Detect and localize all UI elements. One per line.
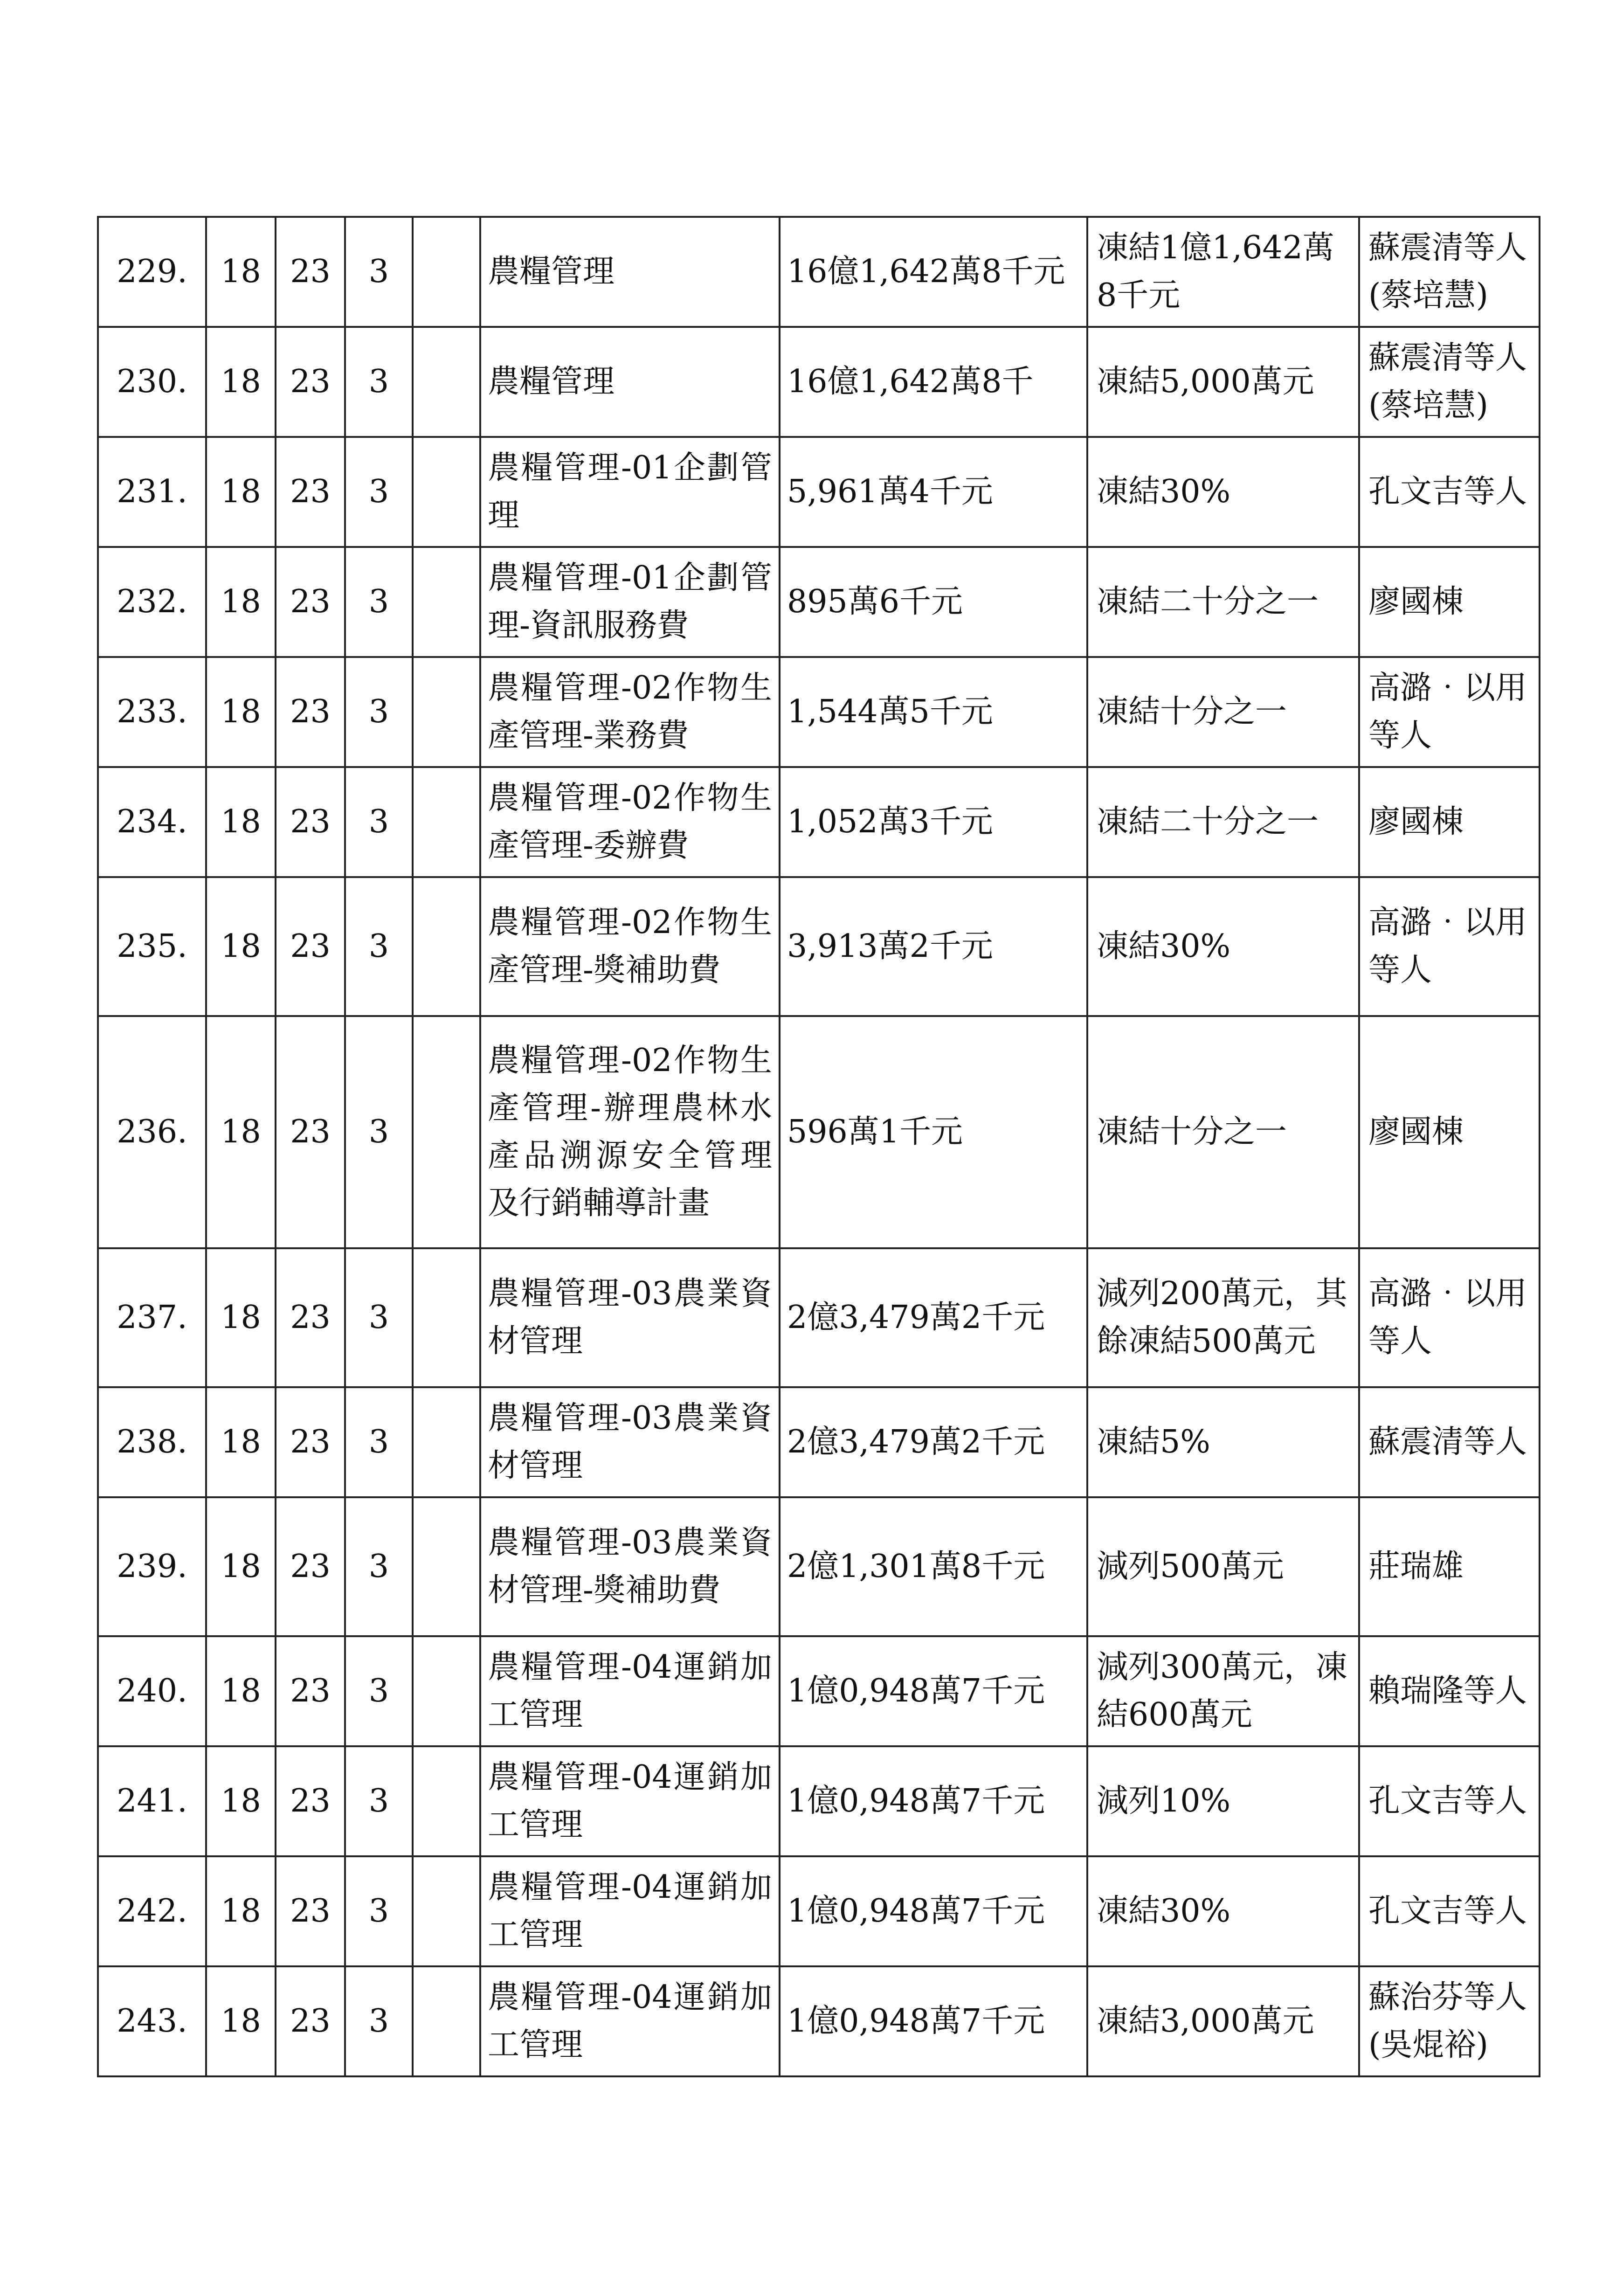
- budget-amount: 16億1,642萬8千元: [787, 253, 1065, 290]
- row-number-cell: [98, 1746, 206, 1856]
- code-4-cell: [413, 1248, 480, 1387]
- code-2-cell: [276, 767, 345, 877]
- motion-action-cell: [1087, 1016, 1359, 1248]
- code-3-cell: [345, 1016, 413, 1248]
- code-1-cell: [206, 217, 276, 327]
- budget-motion-table: [97, 216, 1540, 2077]
- budget-item-cell: [480, 1387, 780, 1497]
- code-1: 18: [221, 253, 261, 290]
- code-1-cell: [206, 547, 276, 657]
- code-2: 23: [290, 1893, 331, 1929]
- table-row: [98, 547, 1540, 657]
- budget-item: 農糧管理-04運銷加工管理: [488, 1979, 772, 2063]
- proposer: 莊瑞雄: [1368, 1548, 1464, 1585]
- code-2: 23: [290, 2003, 331, 2040]
- proposer: 蘇治芬等人 (吳焜裕): [1368, 1979, 1527, 2063]
- motion-action: 凍結30%: [1097, 473, 1231, 510]
- row-number-cell: [98, 547, 206, 657]
- code-1: 18: [221, 1424, 261, 1460]
- code-3-cell: [345, 657, 413, 767]
- proposer-cell: [1359, 547, 1540, 657]
- motion-action: 凍結5%: [1097, 1424, 1210, 1460]
- budget-amount-cell: [780, 1856, 1087, 1966]
- budget-amount: 16億1,642萬8千: [787, 363, 1034, 400]
- table-row: [98, 1387, 1540, 1497]
- row-number-cell: [98, 1016, 206, 1248]
- motion-action: 凍結5,000萬元: [1097, 363, 1314, 400]
- code-3: 3: [368, 2003, 389, 2040]
- budget-item-cell: [480, 327, 780, 437]
- budget-motion-table-page: [97, 216, 1539, 2077]
- code-1: 18: [221, 583, 261, 620]
- budget-item-cell: [480, 1016, 780, 1248]
- code-3: 3: [368, 1299, 389, 1336]
- proposer-cell: [1359, 1016, 1540, 1248]
- row-number-cell: [98, 437, 206, 547]
- budget-amount: 2億3,479萬2千元: [787, 1299, 1045, 1336]
- row-number-cell: [98, 327, 206, 437]
- code-4-cell: [413, 1856, 480, 1966]
- motion-action: 減列500萬元: [1097, 1548, 1284, 1585]
- code-3-cell: [345, 1746, 413, 1856]
- row-number-cell: [98, 767, 206, 877]
- code-4-cell: [413, 327, 480, 437]
- table-row: [98, 1856, 1540, 1966]
- row-number: 236.: [117, 1113, 187, 1150]
- proposer: 廖國棟: [1368, 1113, 1464, 1150]
- table-row: [98, 217, 1540, 327]
- budget-amount: 1億0,948萬7千元: [787, 2003, 1045, 2040]
- code-4-cell: [413, 547, 480, 657]
- budget-amount-cell: [780, 767, 1087, 877]
- row-number: 229.: [117, 253, 187, 290]
- code-3-cell: [345, 1497, 413, 1636]
- code-4-cell: [413, 1016, 480, 1248]
- code-3: 3: [368, 928, 389, 965]
- row-number: 237.: [117, 1299, 187, 1336]
- code-2-cell: [276, 1016, 345, 1248]
- budget-amount-cell: [780, 1746, 1087, 1856]
- budget-item-cell: [480, 217, 780, 327]
- budget-amount-cell: [780, 657, 1087, 767]
- budget-item-cell: [480, 657, 780, 767]
- code-4-cell: [413, 767, 480, 877]
- code-3-cell: [345, 547, 413, 657]
- budget-amount-cell: [780, 437, 1087, 547]
- proposer-cell: [1359, 437, 1540, 547]
- table-row: [98, 877, 1540, 1016]
- budget-amount: 1,544萬5千元: [787, 693, 993, 730]
- code-3: 3: [368, 253, 389, 290]
- budget-amount-cell: [780, 1016, 1087, 1248]
- row-number-cell: [98, 217, 206, 327]
- code-3-cell: [345, 1248, 413, 1387]
- code-1: 18: [221, 1113, 261, 1150]
- row-number-cell: [98, 1636, 206, 1746]
- budget-item-cell: [480, 547, 780, 657]
- code-2-cell: [276, 1636, 345, 1746]
- code-3-cell: [345, 1966, 413, 2076]
- budget-amount-cell: [780, 1248, 1087, 1387]
- budget-amount-cell: [780, 1497, 1087, 1636]
- code-1: 18: [221, 1548, 261, 1585]
- code-2-cell: [276, 1856, 345, 1966]
- budget-item: 農糧管理-02作物生產管理-業務費: [488, 670, 772, 754]
- budget-amount-cell: [780, 1636, 1087, 1746]
- motion-action: 凍結1億1,642萬8千元: [1097, 229, 1334, 314]
- table-row: [98, 1966, 1540, 2076]
- table-row: [98, 1636, 1540, 1746]
- budget-amount: 1億0,948萬7千元: [787, 1893, 1045, 1929]
- code-2: 23: [290, 1299, 331, 1336]
- row-number-cell: [98, 1856, 206, 1966]
- code-3-cell: [345, 437, 413, 547]
- budget-item: 農糧管理-04運銷加工管理: [488, 1759, 772, 1843]
- code-1: 18: [221, 693, 261, 730]
- code-3: 3: [368, 693, 389, 730]
- motion-action-cell: [1087, 657, 1359, 767]
- table-row: [98, 767, 1540, 877]
- code-2: 23: [290, 1673, 331, 1709]
- budget-amount-cell: [780, 1387, 1087, 1497]
- code-2-cell: [276, 877, 345, 1016]
- code-3-cell: [345, 767, 413, 877]
- proposer-cell: [1359, 657, 1540, 767]
- row-number: 239.: [117, 1548, 187, 1585]
- proposer-cell: [1359, 327, 1540, 437]
- row-number: 241.: [117, 1783, 187, 1819]
- proposer: 高潞‧以用等人: [1368, 904, 1527, 989]
- proposer: 廖國棟: [1368, 803, 1464, 840]
- code-4-cell: [413, 1746, 480, 1856]
- code-2-cell: [276, 1387, 345, 1497]
- code-2-cell: [276, 657, 345, 767]
- code-2: 23: [290, 583, 331, 620]
- motion-action-cell: [1087, 1248, 1359, 1387]
- code-3: 3: [368, 583, 389, 620]
- code-3: 3: [368, 803, 389, 840]
- budget-amount-cell: [780, 1966, 1087, 2076]
- code-1: 18: [221, 363, 261, 400]
- budget-amount: 2億1,301萬8千元: [787, 1548, 1045, 1585]
- row-number-cell: [98, 1387, 206, 1497]
- proposer-cell: [1359, 1497, 1540, 1636]
- motion-action-cell: [1087, 1636, 1359, 1746]
- motion-action: 凍結30%: [1097, 928, 1231, 965]
- motion-action: 凍結30%: [1097, 1893, 1231, 1929]
- proposer: 廖國棟: [1368, 583, 1464, 620]
- row-number: 234.: [117, 803, 187, 840]
- code-3-cell: [345, 327, 413, 437]
- motion-action-cell: [1087, 1966, 1359, 2076]
- proposer: 高潞‧以用等人: [1368, 670, 1527, 754]
- motion-action-cell: [1087, 1746, 1359, 1856]
- code-2-cell: [276, 547, 345, 657]
- code-1-cell: [206, 1746, 276, 1856]
- budget-item: 農糧管理-02作物生產管理-辦理農林水產品溯源安全管理及行銷輔導計畫: [488, 1042, 772, 1222]
- code-1: 18: [221, 1893, 261, 1929]
- table-row: [98, 657, 1540, 767]
- motion-action-cell: [1087, 1856, 1359, 1966]
- motion-action-cell: [1087, 1497, 1359, 1636]
- code-2: 23: [290, 1548, 331, 1585]
- code-4-cell: [413, 1636, 480, 1746]
- budget-amount: 2億3,479萬2千元: [787, 1424, 1045, 1460]
- code-3: 3: [368, 1783, 389, 1819]
- motion-action: 凍結十分之一: [1097, 1113, 1287, 1150]
- code-3: 3: [368, 1893, 389, 1929]
- code-3: 3: [368, 1424, 389, 1460]
- code-2-cell: [276, 327, 345, 437]
- budget-amount: 3,913萬2千元: [787, 928, 993, 965]
- code-4-cell: [413, 877, 480, 1016]
- code-1: 18: [221, 928, 261, 965]
- row-number: 240.: [117, 1673, 187, 1709]
- row-number-cell: [98, 657, 206, 767]
- table-row: [98, 1497, 1540, 1636]
- code-2: 23: [290, 253, 331, 290]
- budget-item-cell: [480, 1497, 780, 1636]
- code-1-cell: [206, 1636, 276, 1746]
- table-row: [98, 1016, 1540, 1248]
- code-2: 23: [290, 473, 331, 510]
- code-1-cell: [206, 877, 276, 1016]
- budget-item: 農糧管理-02作物生產管理-獎補助費: [488, 904, 772, 989]
- code-1-cell: [206, 327, 276, 437]
- code-4-cell: [413, 217, 480, 327]
- row-number: 232.: [117, 583, 187, 620]
- proposer: 賴瑞隆等人: [1368, 1673, 1527, 1709]
- proposer: 孔文吉等人: [1368, 1893, 1527, 1929]
- budget-amount: 1億0,948萬7千元: [787, 1673, 1045, 1709]
- budget-item: 農糧管理-04運銷加工管理: [488, 1869, 772, 1953]
- proposer-cell: [1359, 877, 1540, 1016]
- motion-action-cell: [1087, 437, 1359, 547]
- code-1: 18: [221, 473, 261, 510]
- proposer-cell: [1359, 1746, 1540, 1856]
- code-3-cell: [345, 1636, 413, 1746]
- motion-action: 減列200萬元，其餘凍結500萬元: [1097, 1275, 1347, 1360]
- code-3: 3: [368, 1113, 389, 1150]
- proposer: 蘇震清等人 (蔡培慧): [1368, 339, 1527, 424]
- table-row: [98, 1248, 1540, 1387]
- code-2-cell: [276, 1248, 345, 1387]
- code-4-cell: [413, 1387, 480, 1497]
- code-2: 23: [290, 1424, 331, 1460]
- proposer: 蘇震清等人 (蔡培慧): [1368, 229, 1527, 314]
- proposer: 高潞‧以用等人: [1368, 1275, 1527, 1360]
- code-3-cell: [345, 1856, 413, 1966]
- budget-item-cell: [480, 767, 780, 877]
- budget-item: 農糧管理-03農業資材管理: [488, 1275, 772, 1360]
- code-3: 3: [368, 1673, 389, 1709]
- motion-action: 凍結二十分之一: [1097, 583, 1319, 620]
- budget-item: 農糧管理-04運銷加工管理: [488, 1649, 772, 1733]
- code-2-cell: [276, 1966, 345, 2076]
- proposer-cell: [1359, 767, 1540, 877]
- budget-item: 農糧管理-03農業資材管理: [488, 1400, 772, 1484]
- motion-action: 減列300萬元，凍結600萬元: [1097, 1649, 1347, 1733]
- budget-amount-cell: [780, 547, 1087, 657]
- code-3: 3: [368, 473, 389, 510]
- code-1: 18: [221, 1673, 261, 1709]
- code-2-cell: [276, 437, 345, 547]
- row-number: 242.: [117, 1893, 187, 1929]
- motion-action-cell: [1087, 327, 1359, 437]
- budget-amount: 5,961萬4千元: [787, 473, 993, 510]
- motion-action-cell: [1087, 877, 1359, 1016]
- motion-action: 凍結十分之一: [1097, 693, 1287, 730]
- proposer-cell: [1359, 1636, 1540, 1746]
- code-2: 23: [290, 1783, 331, 1819]
- motion-action-cell: [1087, 1387, 1359, 1497]
- code-2: 23: [290, 693, 331, 730]
- motion-action-cell: [1087, 767, 1359, 877]
- proposer: 孔文吉等人: [1368, 1783, 1527, 1819]
- code-3-cell: [345, 877, 413, 1016]
- code-1: 18: [221, 1299, 261, 1336]
- code-1-cell: [206, 1497, 276, 1636]
- motion-action: 凍結二十分之一: [1097, 803, 1319, 840]
- budget-item: 農糧管理: [488, 363, 615, 400]
- budget-item-cell: [480, 1248, 780, 1387]
- code-3: 3: [368, 1548, 389, 1585]
- motion-action: 減列10%: [1097, 1783, 1231, 1819]
- budget-item-cell: [480, 437, 780, 547]
- proposer-cell: [1359, 1966, 1540, 2076]
- code-2-cell: [276, 1497, 345, 1636]
- budget-item-cell: [480, 1856, 780, 1966]
- proposer-cell: [1359, 1248, 1540, 1387]
- budget-amount: 1,052萬3千元: [787, 803, 993, 840]
- code-1: 18: [221, 803, 261, 840]
- code-3-cell: [345, 217, 413, 327]
- proposer: 孔文吉等人: [1368, 473, 1527, 510]
- row-number-cell: [98, 1497, 206, 1636]
- code-1-cell: [206, 1856, 276, 1966]
- budget-item: 農糧管理: [488, 253, 615, 290]
- code-2: 23: [290, 363, 331, 400]
- row-number-cell: [98, 1248, 206, 1387]
- code-1-cell: [206, 1387, 276, 1497]
- budget-amount: 895萬6千元: [787, 583, 963, 620]
- row-number-cell: [98, 877, 206, 1016]
- motion-action: 凍結3,000萬元: [1097, 2003, 1314, 2040]
- code-2: 23: [290, 803, 331, 840]
- code-1-cell: [206, 437, 276, 547]
- code-1-cell: [206, 1016, 276, 1248]
- budget-item: 農糧管理-02作物生產管理-委辦費: [488, 780, 772, 864]
- row-number: 231.: [117, 473, 187, 510]
- proposer-cell: [1359, 217, 1540, 327]
- code-3: 3: [368, 363, 389, 400]
- table-row: [98, 327, 1540, 437]
- budget-amount-cell: [780, 217, 1087, 327]
- code-4-cell: [413, 657, 480, 767]
- code-1: 18: [221, 1783, 261, 1819]
- budget-item-cell: [480, 1746, 780, 1856]
- row-number: 243.: [117, 2003, 187, 2040]
- code-4-cell: [413, 1966, 480, 2076]
- budget-item: 農糧管理-01企劃管理-資訊服務費: [488, 560, 772, 644]
- budget-item: 農糧管理-01企劃管理: [488, 450, 772, 534]
- row-number: 235.: [117, 928, 187, 965]
- budget-item-cell: [480, 1636, 780, 1746]
- code-1-cell: [206, 1966, 276, 2076]
- code-1-cell: [206, 767, 276, 877]
- code-4-cell: [413, 437, 480, 547]
- code-1-cell: [206, 1248, 276, 1387]
- budget-amount-cell: [780, 327, 1087, 437]
- code-1: 18: [221, 2003, 261, 2040]
- proposer-cell: [1359, 1856, 1540, 1966]
- row-number: 230.: [117, 363, 187, 400]
- code-3-cell: [345, 1387, 413, 1497]
- code-4-cell: [413, 1497, 480, 1636]
- motion-action-cell: [1087, 217, 1359, 327]
- budget-amount-cell: [780, 877, 1087, 1016]
- budget-item: 農糧管理-03農業資材管理-獎補助費: [488, 1524, 772, 1609]
- code-2: 23: [290, 928, 331, 965]
- code-2-cell: [276, 217, 345, 327]
- row-number-cell: [98, 1966, 206, 2076]
- budget-amount: 596萬1千元: [787, 1113, 963, 1150]
- table-row: [98, 437, 1540, 547]
- code-2: 23: [290, 1113, 331, 1150]
- table-row: [98, 1746, 1540, 1856]
- row-number: 233.: [117, 693, 187, 730]
- budget-item-cell: [480, 877, 780, 1016]
- budget-item-cell: [480, 1966, 780, 2076]
- proposer-cell: [1359, 1387, 1540, 1497]
- row-number: 238.: [117, 1424, 187, 1460]
- proposer: 蘇震清等人: [1368, 1424, 1527, 1460]
- code-1-cell: [206, 657, 276, 767]
- motion-action-cell: [1087, 547, 1359, 657]
- code-2-cell: [276, 1746, 345, 1856]
- budget-amount: 1億0,948萬7千元: [787, 1783, 1045, 1819]
